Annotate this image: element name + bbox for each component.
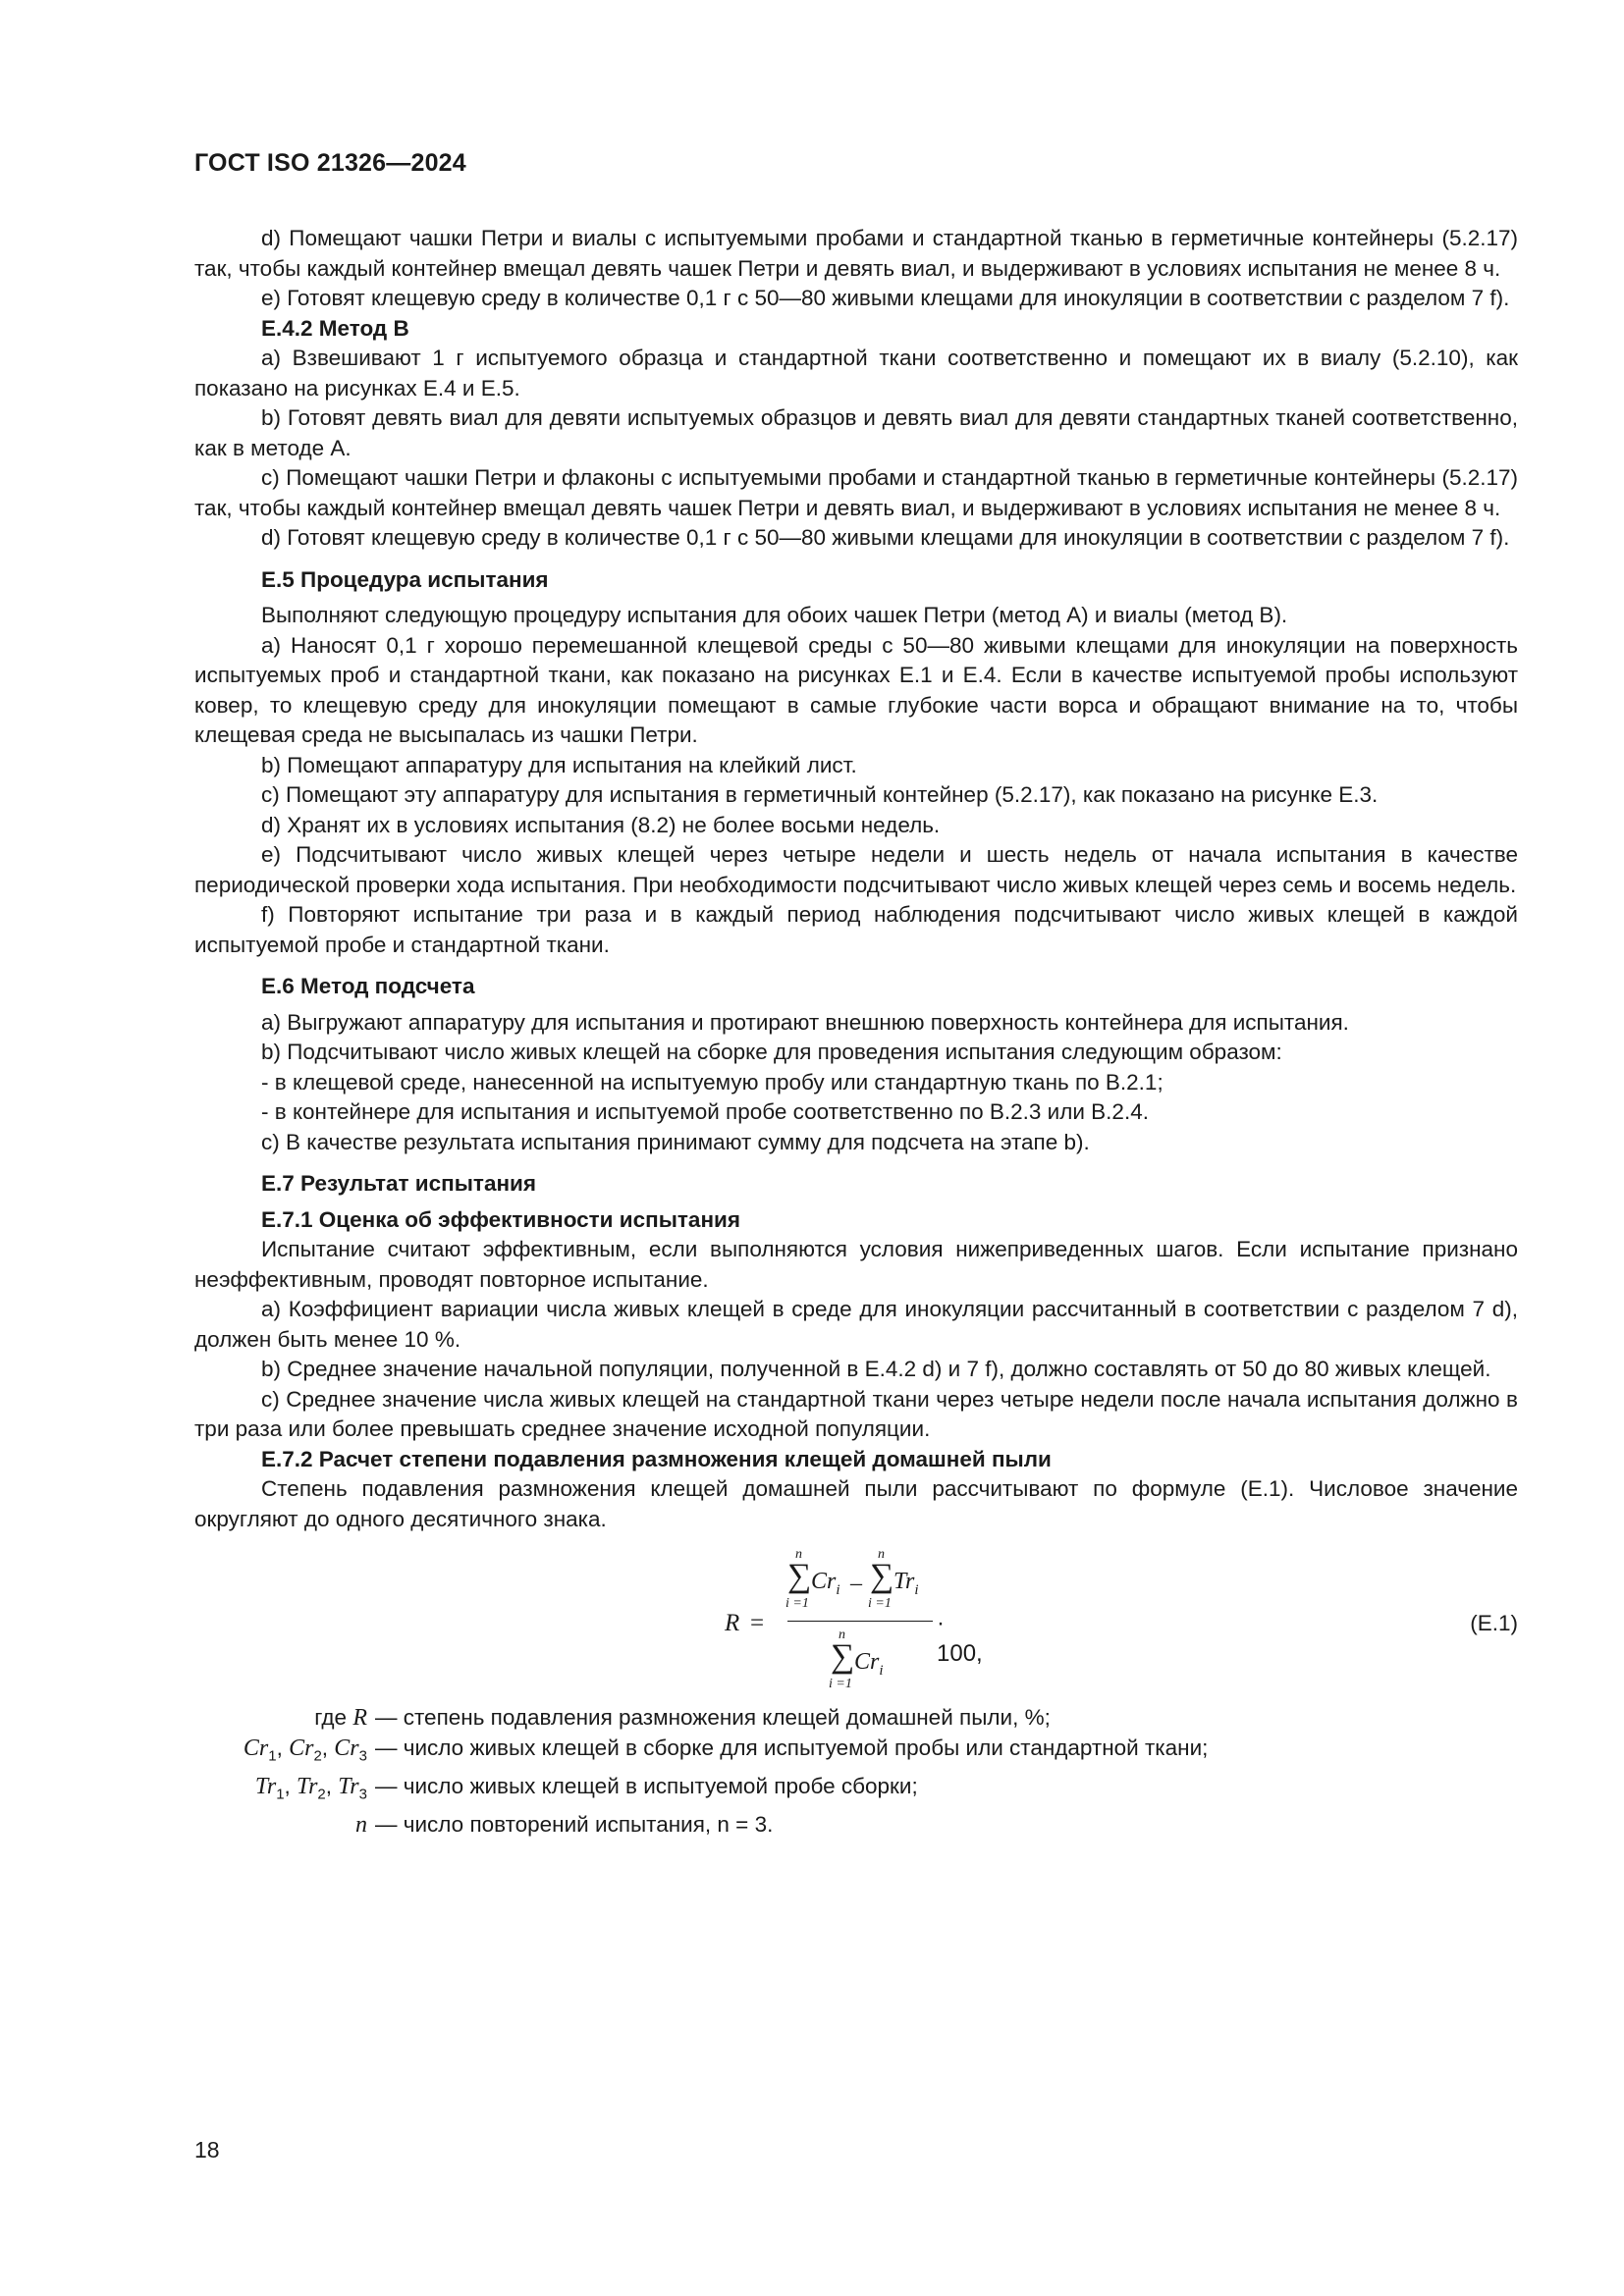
heading-e7: Е.7 Результат испытания xyxy=(261,1171,537,1196)
formula-fraction xyxy=(787,1548,945,1695)
paragraph-e72-intro: Степень подавления размножения клещей домашней пыли рассчитывают по формуле (Е.1). Числовое значение округляют до одного десятичного знака. xyxy=(194,1476,1518,1531)
heading-e72: Е.7.2 Расчет степени подавления размножения клещей домашней пыли xyxy=(261,1446,1052,1471)
paragraph-e42-b: b) Готовят девять виал для девяти испытуемых образцов и девять виал для девяти стандартных тканей соответственно, как в методе А. xyxy=(194,405,1518,460)
heading-e5: Е.5 Процедура испытания xyxy=(261,566,549,592)
heading-e71: Е.7.1 Оценка об эффективности испытания xyxy=(261,1206,740,1232)
paragraph-e5-d: d) Хранят их в условиях испытания (8.2) не более восьми недель. xyxy=(261,812,941,837)
sum2-upper-limit: n xyxy=(878,1547,885,1562)
paragraph-e5-intro: Выполняют следующую процедуру испытания для обоих чашек Петри (метод А) и виалы (метод В). xyxy=(261,603,1288,627)
sum2-sigma-icon: ∑ xyxy=(870,1558,894,1594)
legend-row xyxy=(194,1810,1518,1841)
paragraph-e5-c: с) Помещают эту аппаратуру для испытания в герметичный контейнер (5.2.17), как показано на рисунке Е.3. xyxy=(261,782,1379,807)
numerator-term-tr: $Tr_i$ xyxy=(893,1569,919,1598)
legend-row xyxy=(194,1703,1518,1734)
paragraph-e6-a: а) Выгружают аппаратуру для испытания и протирают внешнюю поверхность контейнера для испытания. xyxy=(261,1009,1349,1035)
legend-definition: — число живых клещей в испытуемой пробе сборки; xyxy=(375,1773,918,1798)
sum3-lower-limit: i =1 xyxy=(829,1677,852,1691)
sum1-sigma-icon: ∑ xyxy=(787,1558,812,1594)
paragraph-e71-intro: Испытание считают эффективным, если выполняются условия нижеприведенных шагов. Если испытание признано неэффективным, проводят повторное испытание. xyxy=(194,1237,1518,1292)
sum1-upper-limit: n xyxy=(795,1547,802,1562)
sum1-lower-limit: i =1 xyxy=(785,1596,809,1611)
sum3-upper-limit: n xyxy=(839,1628,845,1642)
sum3-sigma-icon: ∑ xyxy=(831,1638,855,1675)
legend-definition: — число живых клещей в сборке для испытуемой пробы или стандартной ткани; xyxy=(375,1735,1209,1760)
legend-row xyxy=(194,1734,1518,1772)
paragraph-e71-b: b) Среднее значение начальной популяции, полученной в Е.4.2 d) и 7 f), должно составлять от 50 до 80 живых клещей. xyxy=(261,1357,1491,1381)
legend-symbol: $Cr_1$, $Cr_2$, $Cr_3$ xyxy=(243,1735,367,1764)
numerator-term-cr: $Cr_i$ xyxy=(811,1569,840,1598)
denominator-term-cr: $Cr_i$ xyxy=(854,1649,884,1679)
formula-lhs: R xyxy=(725,1610,740,1636)
formula-minus: – xyxy=(850,1571,862,1596)
formula-multiplier: · 100, xyxy=(937,1610,983,1667)
fraction-bar xyxy=(787,1621,933,1622)
formula-e1 xyxy=(194,1548,1518,1695)
page-number: 18 xyxy=(194,2137,220,2163)
paragraph-e5-a: а) Наносят 0,1 г хорошо перемешанной клещевой среды с 50—80 живыми клещами для инокуляции на поверхность испытуемых проб и стандартной ткани, как показано на рисунках Е.1 и Е.4. Если в качестве испытуемой пробы используют ковер, то клещевую среду для инокуляции помещают в самые глубокие части ворса и обращают внимание на то, чтобы клещевая среда не высыпалась из чашки Петри. xyxy=(194,632,1518,747)
sum2-lower-limit: i =1 xyxy=(868,1596,892,1611)
heading-e6: Е.6 Метод подсчета xyxy=(261,974,475,998)
paragraph-e42-c: с) Помещают чашки Петри и флаконы с испытуемыми пробами и стандартной тканью в герметичные контейнеры (5.2.17) так, чтобы каждый контейнер вмещал девять чашек Петри и девять виал, и выдерживают в условиях испытания не менее 8 ч. xyxy=(194,465,1518,520)
heading-e42: Е.4.2 Метод В xyxy=(261,315,409,341)
paragraph-e5-f: f) Повторяют испытание три раза и в каждый период наблюдения подсчитывают число живых клещей в каждой испытуемой пробе и стандартной ткани. xyxy=(194,902,1518,957)
paragraph-e6-c: с) В качестве результата испытания принимают сумму для подсчета на этапе b). xyxy=(261,1129,1090,1154)
legend-definition: — число повторений испытания, n = 3. xyxy=(375,1811,774,1837)
formula-number: (Е.1) xyxy=(1470,1611,1518,1635)
symbol-legend xyxy=(194,1703,1518,1840)
paragraph-e5-e: е) Подсчитывают число живых клещей через четыре недели и шесть недель от начала испытания в качестве периодической проверки хода испытания. При необходимости подсчитывают число живых клещей через семь и восемь недель. xyxy=(194,842,1518,897)
legend-symbol: n xyxy=(355,1811,367,1838)
paragraph-e5-b: b) Помещают аппаратуру для испытания на клейкий лист. xyxy=(261,752,857,777)
paragraph-e6-b-item2: - в контейнере для испытания и испытуемой пробе соответственно по В.2.3 или В.2.4. xyxy=(261,1099,1149,1124)
paragraph-e42-a: а) Взвешивают 1 г испытуемого образца и стандартной ткани соответственно и помещают их в виалу (5.2.10), как показано на рисунках Е.4 и Е.5. xyxy=(194,346,1518,400)
paragraph-e71-c: с) Среднее значение числа живых клещей на стандартной ткани через четыре недели после начала испытания должно в три раза или более превышать среднее значение исходной популяции. xyxy=(194,1386,1518,1441)
document-header: ГОСТ ISO 21326—2024 xyxy=(194,149,466,177)
paragraph-e42-d: d) Готовят клещевую среду в количестве 0,1 г с 50—80 живыми клещами для инокуляции в соответствии с разделом 7 f). xyxy=(261,525,1510,550)
legend-definition: — степень подавления размножения клещей домашней пыли, %; xyxy=(375,1705,1051,1730)
legend-symbol: $Tr_1$, $Tr_2$, $Tr_3$ xyxy=(254,1773,367,1802)
paragraph-e71-a: а) Коэффициент вариации числа живых клещей в среде для инокуляции рассчитанный в соответствии с разделом 7 d), должен быть менее 10 %. xyxy=(194,1297,1518,1352)
legend-symbol: где R xyxy=(314,1705,367,1731)
page-content xyxy=(194,224,1518,1840)
legend-row xyxy=(194,1772,1518,1810)
paragraph-e6-b: b) Подсчитывают число живых клещей на сборке для проведения испытания следующим образом: xyxy=(261,1040,1282,1064)
paragraph-e41-d: d) Помещают чашки Петри и виалы с испытуемыми пробами и стандартной тканью в герметичные контейнеры (5.2.17) так, чтобы каждый контейнер вмещал девять чашек Петри и девять виал, и выдерживают в условиях испытания не менее 8 ч. xyxy=(194,226,1518,281)
paragraph-e6-b-item1: - в клещевой среде, нанесенной на испытуемую пробу или стандартную ткань по В.2.1; xyxy=(261,1069,1164,1095)
paragraph-e41-e: е) Готовят клещевую среду в количестве 0,1 г с 50—80 живыми клещами для инокуляции в соответствии с разделом 7 f). xyxy=(261,286,1510,310)
formula-equals: = xyxy=(750,1610,765,1636)
